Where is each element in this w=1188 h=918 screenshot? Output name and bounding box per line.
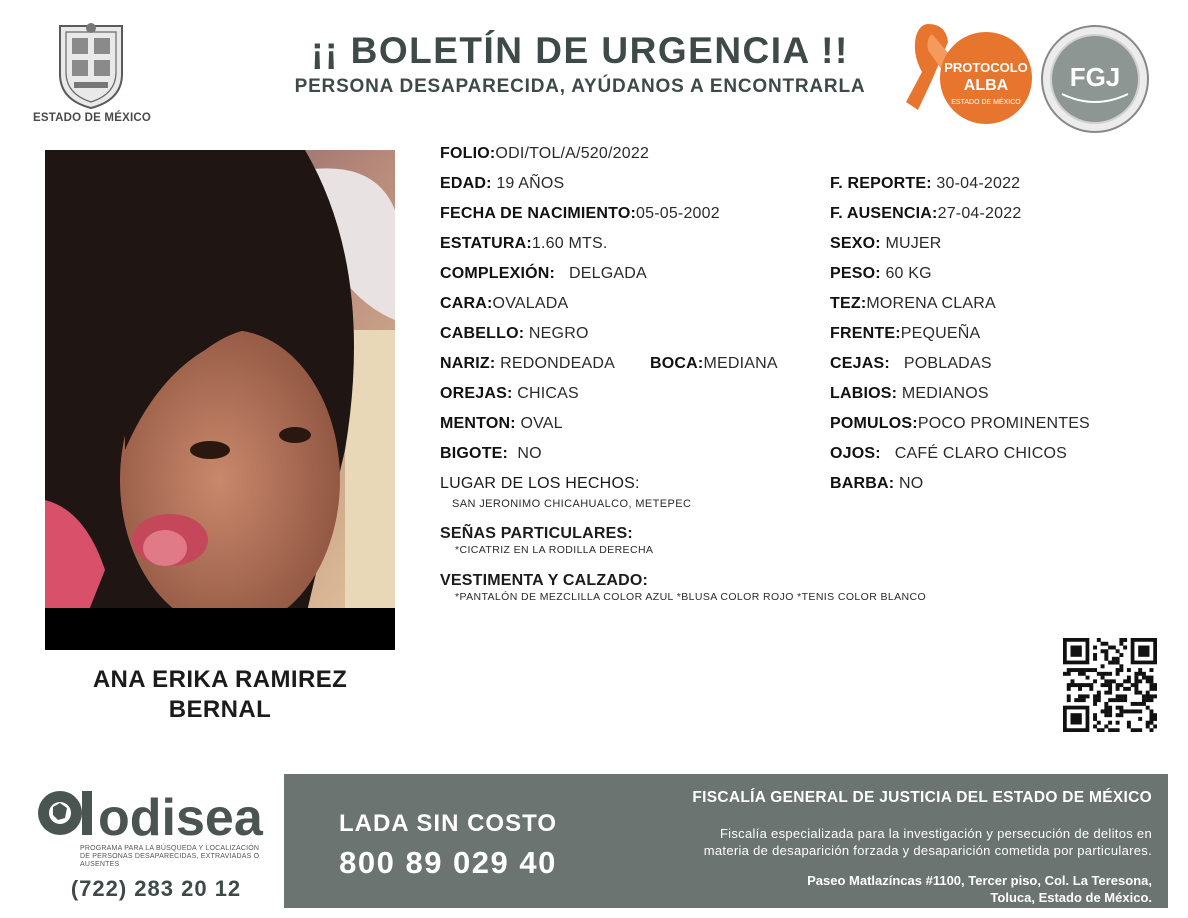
- field-labios: LABIOS: MEDIANOS: [830, 385, 989, 402]
- bulletin-subtitle: PERSONA DESAPARECIDA, AYÚDANOS A ENCONTRARLA: [294, 76, 866, 97]
- fgj-seal-logo: [1040, 24, 1150, 134]
- fgj-address-line2: Toluca, Estado de México.: [990, 890, 1152, 905]
- odisea-program-text: PROGRAMA PARA LA BÚSQUEDA Y LOCALIZACIÓN DE PERSONAS DESAPARECIDAS, EXTRAVIADAS O AUSENTES: [80, 845, 260, 868]
- field-vestimenta-label: VESTIMENTA Y CALZADO:: [440, 572, 649, 589]
- field-menton: MENTON: OVAL: [440, 415, 563, 432]
- qr-code-icon[interactable]: [1063, 638, 1157, 732]
- field-nacimiento: FECHA DE NACIMIENTO:05-05-2002: [440, 205, 720, 222]
- photo-black-bar: [45, 608, 395, 650]
- missing-person-photo: [45, 150, 395, 650]
- field-peso: PESO: 60 KG: [830, 265, 932, 282]
- field-estatura: ESTATURA:1.60 MTS.: [440, 235, 608, 252]
- field-senas-value: *CICATRIZ EN LA RODILLA DERECHA: [455, 544, 654, 556]
- field-vestimenta-value: *PANTALÓN DE MEZCLILLA COLOR AZUL *BLUSA COLOR ROJO *TENIS COLOR BLANCO: [455, 591, 927, 603]
- field-lugar-label: LUGAR DE LOS HECHOS:: [440, 475, 640, 492]
- fgj-description-line2: materia de desaparición forzada y desaparición cometida por particulares.: [703, 843, 1152, 858]
- state-coat-of-arms-icon: [52, 20, 130, 110]
- toll-free-number[interactable]: 800 89 029 40: [339, 845, 557, 880]
- svg-text:ALBA: ALBA: [963, 77, 1009, 94]
- fgj-address-line1: Paseo Matlazíncas #1100, Tercer piso, Col. La Teresona,: [807, 873, 1152, 888]
- field-ojos: OJOS: CAFÉ CLARO CHICOS: [830, 445, 1068, 462]
- field-tez: TEZ:MORENA CLARA: [830, 295, 996, 312]
- field-barba: BARBA: NO: [830, 475, 924, 492]
- field-folio: FOLIO:ODI/TOL/A/520/2022: [440, 145, 650, 162]
- protocolo-alba-logo: [898, 20, 1036, 132]
- field-edad: EDAD: 19 AÑOS: [440, 175, 565, 192]
- field-boca: BOCA:MEDIANA: [650, 355, 778, 372]
- field-senas-label: SEÑAS PARTICULARES:: [440, 525, 633, 542]
- field-complexion: COMPLEXIÓN: DELGADA: [440, 265, 647, 282]
- field-cabello: CABELLO: NEGRO: [440, 325, 589, 342]
- person-name-line1: ANA ERIKA RAMIREZ: [92, 666, 348, 693]
- odisea-phone[interactable]: (722) 283 20 12: [70, 876, 242, 901]
- field-reporte: F. REPORTE: 30-04-2022: [830, 175, 1021, 192]
- field-ausencia: F. AUSENCIA:27-04-2022: [830, 205, 1022, 222]
- field-pomulos: POMULOS:POCO PROMINENTES: [830, 415, 1090, 432]
- fgj-name: FISCALÍA GENERAL DE JUSTICIA DEL ESTADO DE MÉXICO: [692, 789, 1152, 806]
- fgj-description: [600, 825, 1152, 859]
- person-name-line2: BERNAL: [168, 696, 272, 723]
- field-sexo: SEXO: MUJER: [830, 235, 942, 252]
- bulletin-title: ¡¡ BOLETÍN DE URGENCIA !!: [311, 30, 849, 71]
- field-orejas: OREJAS: CHICAS: [440, 385, 579, 402]
- fgj-description-line1: Fiscalía especializada para la investigación y persecución de delitos en: [719, 826, 1152, 841]
- field-cejas: CEJAS: POBLADAS: [830, 355, 992, 372]
- state-label: ESTADO DE MÉXICO: [33, 112, 151, 124]
- svg-text:odisea: odisea: [98, 789, 263, 847]
- svg-text:FGJ: FGJ: [1069, 62, 1121, 92]
- svg-text:ESTADO DE MÉXICO: ESTADO DE MÉXICO: [951, 99, 1021, 106]
- field-nariz: NARIZ: REDONDEADA: [440, 355, 615, 372]
- svg-text:PROTOCOLO: PROTOCOLO: [944, 60, 1028, 75]
- fgj-address: [600, 872, 1152, 906]
- field-lugar-value: SAN JERONIMO CHICAHUALCO, METEPEC: [452, 498, 692, 510]
- person-name: [45, 665, 395, 725]
- toll-free-label: LADA SIN COSTO: [338, 810, 557, 837]
- field-cara: CARA:OVALADA: [440, 295, 569, 312]
- field-frente: FRENTE:PEQUEÑA: [830, 325, 981, 342]
- field-bigote: BIGOTE: NO: [440, 445, 542, 462]
